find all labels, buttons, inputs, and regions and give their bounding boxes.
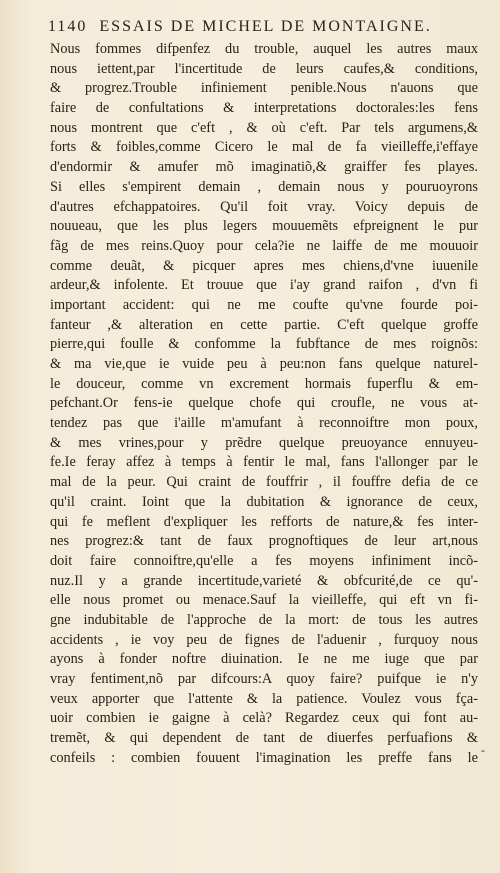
text-line: & mes vrines,pour y prẽdre quelque preuoyance ennuyeu- <box>50 434 478 451</box>
text-line: fe.Ie feray affez à temps à fentir le mal, fans l'allonger par le <box>50 454 478 471</box>
text-line: & progrez.Trouble infiniement penible.Nous n'auons que <box>50 80 478 97</box>
text-line: fãg de mes reins.Quoy pour cela?ie ne laiffe de me mouuoir <box>50 237 478 254</box>
text-line: nouueau, que les plus legers mouuemẽts efpreignent le pur <box>50 218 478 235</box>
text-line: tremẽt, & qui dependent de tant de diuerfes perfuafions & <box>50 730 478 747</box>
text-line: elle nous promet ou menace.Sauf la vieilleffe, qui eft vn fi- <box>50 592 478 609</box>
text-line: le douceur, comme vn excrement hormais fuperflu & em- <box>50 375 478 392</box>
text-line: fanteur ,& alteration en cette partie. C'eft quelque groffe <box>50 316 478 333</box>
text-line: ayons à fonder noftre diuination. Ie ne me iuge que par <box>50 651 478 668</box>
margin-mark: - <box>481 743 485 757</box>
text-line: gne indubitable de l'approche de la mort: de tous les autres <box>50 611 478 628</box>
page-header <box>48 18 488 36</box>
text-line: nes progrez:& tant de faux prognoftiques de leur art,nous <box>50 533 478 550</box>
text-line: ardeur,& infolente. Et trouue que i'ay grand raifon , d'vn fi <box>50 277 478 294</box>
text-line: uoir combien ie gaigne à celà? Regardez ceux qui font au- <box>50 710 478 727</box>
text-line: pierre,qui foulle & confomme la fubftance de mes roignõs: <box>50 336 478 353</box>
text-line: nuz.Il y a grande incertitude,varieté & obfcurité,de ce qu'- <box>50 572 478 589</box>
body-text <box>50 40 478 768</box>
text-line: nous iettent,par l'incertitude de leurs caufes,& conditions, <box>50 60 478 77</box>
text-line: forts & foibles,comme Cicero le mal de fa vieilleffe,i'effaye <box>50 139 478 156</box>
text-line: d'endormir & amufer mõ imaginatiõ,& graiffer fes playes. <box>50 159 478 176</box>
text-line: doit faire connoiftre,qu'elle a fes moyens infiniment incõ- <box>50 552 478 569</box>
text-line: tendez pas que i'aille m'amufant à reconnoiftre mon poux, <box>50 415 478 432</box>
text-line: & ma vie,que ie vuide peu à peu:non fans quelque naturel- <box>50 356 478 372</box>
text-line: faire de confultations & interpretations doctorales:les fens <box>50 100 478 117</box>
text-line: comme deuãt, & picquer apres mes chiens,d'vne iuuenile <box>50 257 478 274</box>
text-line: mal de la peur. Qui craint de fouffrir , il fouffre defia de ce <box>50 474 478 491</box>
text-line: Nous fommes difpenfez du trouble, auquel les autres maux <box>50 41 478 57</box>
text-line: qu'il craint. Ioint que la dubitation & ignorance de ceux, <box>50 493 478 510</box>
text-line: vray fentiment,nõ par difcours:A quoy faire? puifque ie n'y <box>50 671 478 687</box>
page-number: 1140 <box>48 18 88 35</box>
text-line: pefchant.Or fens-ie quelque chofe qui croufle, ne vous at- <box>50 395 478 412</box>
text-line: important accident: qui ne me coufte qu'vne fourde poi- <box>50 296 478 313</box>
text-line: Si elles s'empirent demain , demain nous y pouruoyrons <box>50 178 478 195</box>
running-title: ESSAIS DE MICHEL DE MONTAIGNE. <box>99 18 432 35</box>
text-line: nous montrent que c'eft , & où c'eft. Par tels argumens,& <box>50 119 478 136</box>
text-line: accidents , ie voy peu de fignes de l'aduenir , furquoy nous <box>50 631 478 648</box>
text-line: confeils : combien fouuent l'imagination les preffe fans le <box>50 749 478 766</box>
text-line: d'autres efchappatoires. Qu'il foit vray. Voicy depuis de <box>50 198 478 215</box>
text-line: qui fe meflent d'expliquer les refforts de nature,& fes inter- <box>50 513 478 530</box>
text-line: veux apporter que l'attente & la patience. Voulez vous fça- <box>50 690 478 707</box>
